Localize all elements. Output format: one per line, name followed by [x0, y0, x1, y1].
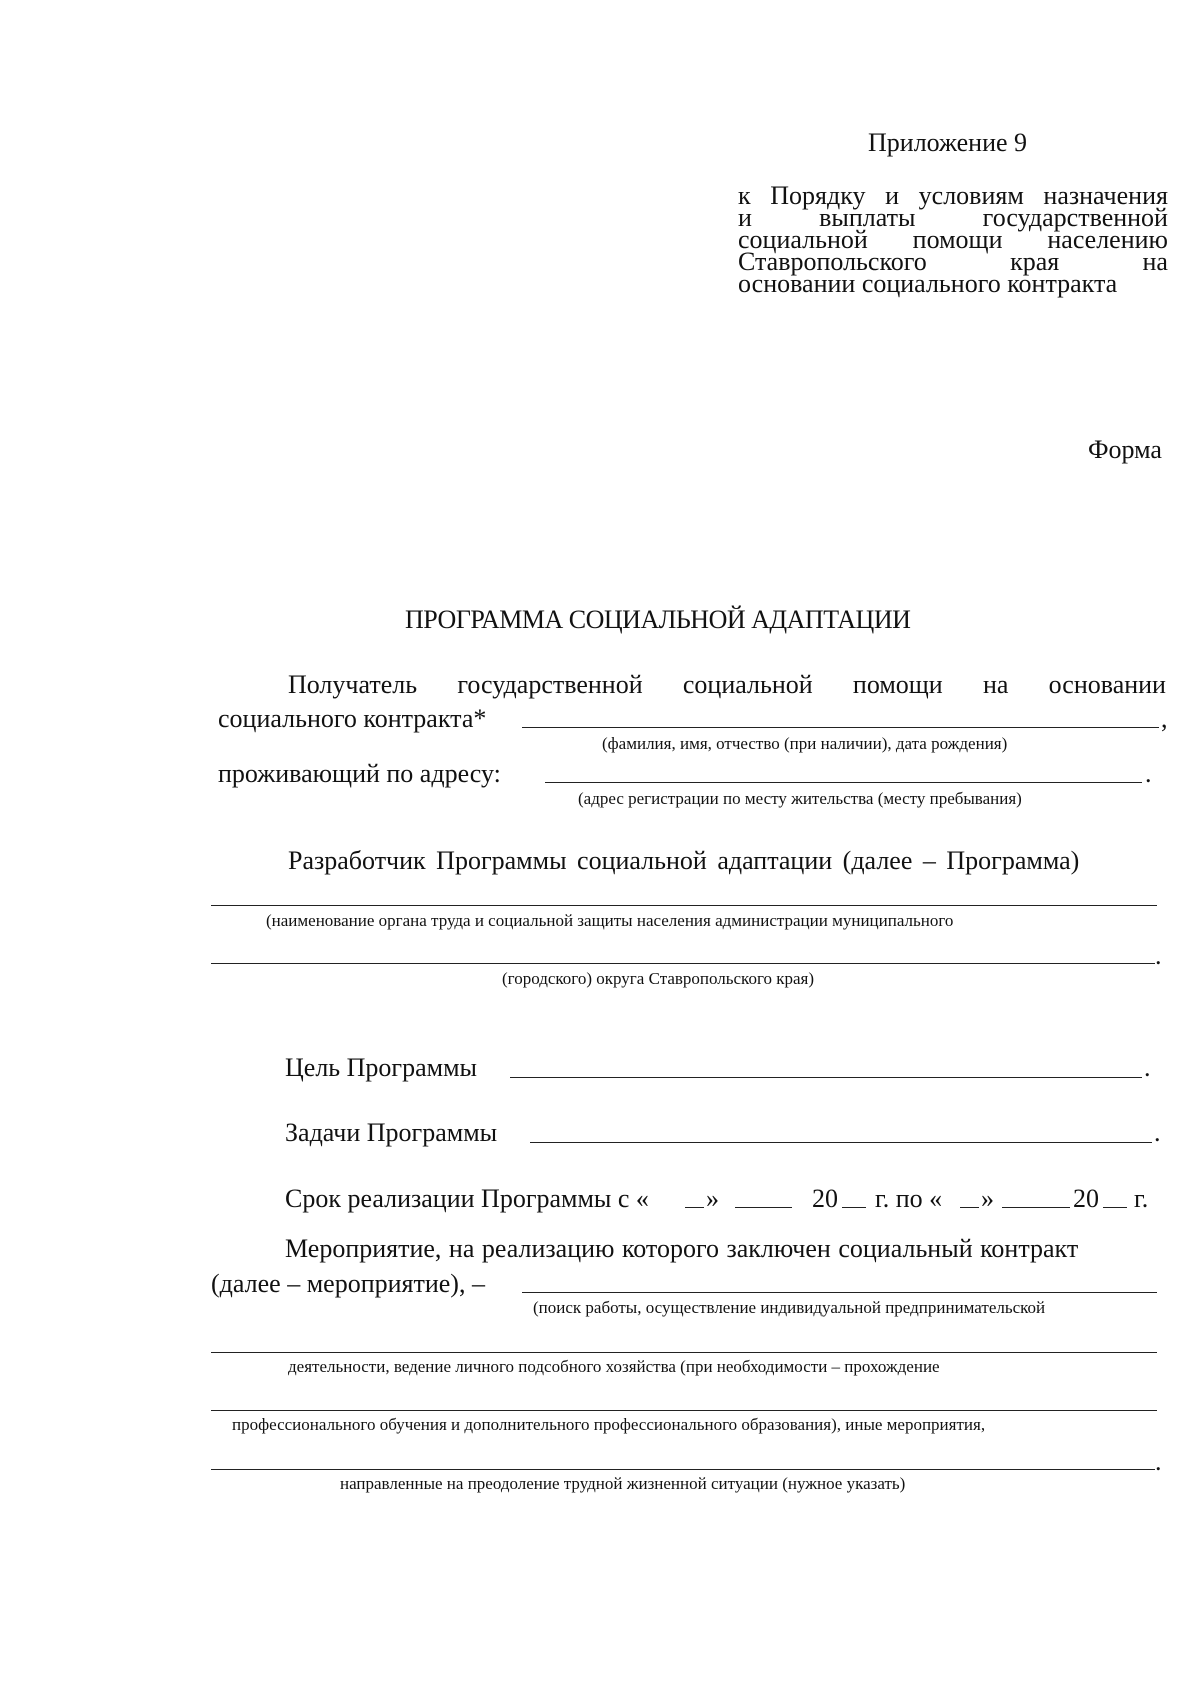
developer-caption-2: (городского) округа Ставропольского края): [502, 969, 815, 988]
developer-field-2[interactable]: [211, 963, 1155, 964]
address-caption: (адрес регистрации по месту жительства (месту пребывания): [578, 789, 1022, 808]
recipient-comma: ,: [1161, 704, 1168, 733]
appendix-word: и: [885, 181, 900, 210]
developer-field-1[interactable]: [211, 905, 1157, 906]
term-start-year-field[interactable]: [842, 1207, 866, 1208]
appendix-word: на: [1142, 247, 1168, 276]
developer-caption-1: (наименование органа труда и социальной защиты населения администрации муниципального: [266, 911, 954, 930]
activity-caption-2: деятельности, ведение личного подсобного хозяйства (при необходимости – прохождение: [288, 1357, 940, 1376]
appendix-word: выплаты: [819, 203, 916, 232]
appendix-word: назначения: [1043, 181, 1168, 210]
activity-field-2[interactable]: [211, 1352, 1157, 1353]
recipient-word: помощи: [852, 670, 943, 699]
activity-label: (далее – мероприятие), –: [211, 1269, 485, 1298]
term-start-month-field[interactable]: [735, 1207, 792, 1208]
document-title: ПРОГРАММА СОЦИАЛЬНОЙ АДАПТАЦИИ: [405, 605, 911, 634]
developer-period: .: [1155, 941, 1162, 970]
goal-period: .: [1144, 1053, 1151, 1082]
term-end: г.: [1134, 1184, 1149, 1213]
term-year-1: 20: [812, 1184, 838, 1213]
term-quote-close-2: »: [981, 1184, 994, 1213]
activity-caption-3: профессионального обучения и дополнительного профессионального образования), иные мероприятия,: [232, 1415, 986, 1434]
recipient-name-field[interactable]: [522, 727, 1159, 728]
activity-line-1: Мероприятие, на реализацию которого заключен социальный контракт: [285, 1234, 1079, 1263]
recipient-caption: (фамилия, имя, отчество (при наличии), дата рождения): [602, 734, 1008, 753]
tasks-label: Задачи Программы: [285, 1118, 498, 1147]
term-end-year-field[interactable]: [1103, 1207, 1127, 1208]
developer-text: Разработчик Программы социальной адаптации (далее – Программа): [288, 846, 1080, 875]
appendix-reference: [738, 181, 1168, 298]
appendix-word: государственной: [982, 203, 1168, 232]
activity-period: .: [1155, 1447, 1162, 1476]
goal-field[interactable]: [510, 1077, 1142, 1078]
recipient-word: социальной: [682, 670, 813, 699]
term-prefix: Срок реализации Программы с «: [285, 1184, 649, 1213]
appendix-word: и: [738, 203, 752, 232]
appendix-word: населению: [1047, 225, 1168, 254]
activity-caption-4: направленные на преодоление трудной жизненной ситуации (нужное указать): [340, 1474, 906, 1493]
address-label: проживающий по адресу:: [218, 759, 501, 788]
appendix-word: помощи: [912, 225, 1003, 254]
term-middle: г. по «: [875, 1184, 943, 1213]
appendix-title: Приложение 9: [868, 128, 1028, 157]
term-start-day-field[interactable]: [685, 1207, 704, 1208]
term-quote-close-1: »: [706, 1184, 719, 1213]
appendix-word: края: [1010, 247, 1060, 276]
appendix-word: условиям: [918, 181, 1024, 210]
goal-label: Цель Программы: [285, 1053, 478, 1082]
tasks-period: .: [1154, 1118, 1161, 1147]
appendix-word: Ставропольского: [738, 247, 927, 276]
address-period: .: [1145, 759, 1152, 788]
activity-field-4[interactable]: [211, 1469, 1155, 1470]
recipient-label: социального контракта*: [218, 704, 487, 733]
appendix-word: социальной: [738, 225, 868, 254]
term-year-2: 20: [1073, 1184, 1099, 1213]
tasks-field[interactable]: [530, 1142, 1152, 1143]
recipient-word: на: [982, 670, 1009, 699]
appendix-word: основании социального контракта: [738, 269, 1118, 298]
term-end-day-field[interactable]: [960, 1207, 979, 1208]
recipient-word: основании: [1048, 670, 1166, 699]
form-label: Форма: [1088, 435, 1162, 464]
appendix-word: к: [738, 181, 751, 210]
recipient-line-1: [288, 672, 1166, 698]
activity-field-1[interactable]: [522, 1292, 1157, 1293]
activity-caption-1: (поиск работы, осуществление индивидуальной предпринимательской: [533, 1298, 1046, 1317]
activity-field-3[interactable]: [211, 1410, 1157, 1411]
appendix-word: Порядку: [770, 181, 866, 210]
recipient-word: Получатель: [288, 670, 418, 699]
recipient-word: государственной: [457, 670, 643, 699]
term-end-month-field[interactable]: [1002, 1207, 1070, 1208]
appendix-line-5: [738, 269, 1168, 298]
address-field[interactable]: [545, 782, 1142, 783]
